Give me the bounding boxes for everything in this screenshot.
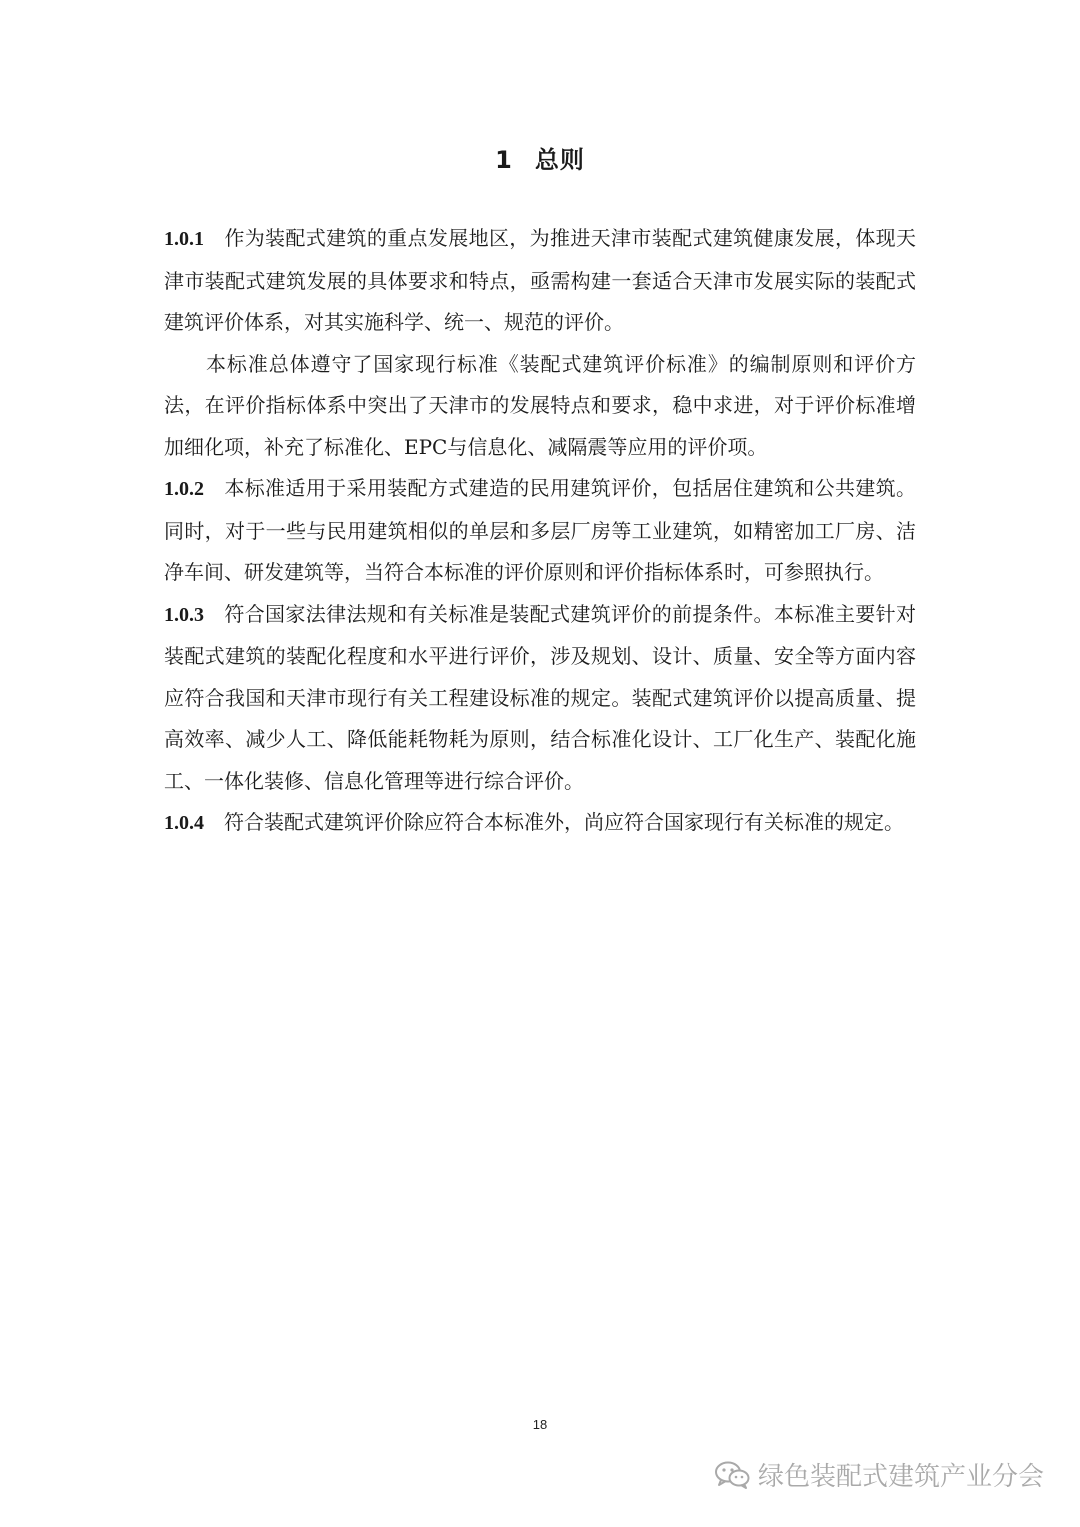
clause-1-0-4: [164, 802, 916, 845]
wechat-icon: [714, 1460, 750, 1490]
clause-text: 符合国家法律法规和有关标准是装配式建筑评价的前提条件。本标准主要针对装配式建筑的装配化程度和水平进行评价，涉及规划、设计、质量、安全等方面内容应符合我国和天津市现行有关工程建设标准的规定。装配式建筑评价以提高质量、提高效率、减少人工、降低能耗物耗为原则，结合标准化设计、工厂化生产、装配化施工、一体化装修、信息化管理等进行综合评价。: [164, 601, 916, 793]
clause-number: 1.0.4: [164, 812, 204, 834]
clause-1-0-1: [164, 218, 916, 344]
clause-1-0-1-continuation: 本标准总体遵守了国家现行标准《装配式建筑评价标准》的编制原则和评价方法，在评价指标体系中突出了天津市的发展特点和要求，稳中求进，对于评价标准增加细化项，补充了标准化、EPC与信息化、减隔震等应用的评价项。: [164, 351, 916, 459]
chapter-title-text: 总则: [534, 146, 585, 174]
watermark-text: 绿色装配式建筑产业分会: [757, 1462, 1044, 1492]
clause-1-0-3: [164, 594, 916, 803]
clause-number: 1.0.2: [164, 478, 204, 500]
clause-text: 本标准适用于采用装配方式建造的民用建筑评价，包括居住建筑和公共建筑。同时，对于一些与民用建筑相似的单层和多层厂房等工业建筑，如精密加工厂房、洁净车间、研发建筑等，当符合本标准的评价原则和评价指标体系时，可参照执行。: [164, 476, 916, 584]
clause-text: 作为装配式建筑的重点发展地区，为推进天津市装配式建筑健康发展，体现天津市装配式建筑发展的具体要求和特点，亟需构建一套适合天津市发展实际的装配式建筑评价体系，对其实施科学、统一、规范的评价。: [164, 226, 916, 334]
clause-1-0-2: [164, 468, 916, 594]
clause-number: 1.0.3: [164, 603, 204, 626]
watermark: [714, 1456, 1044, 1493]
chapter-body: [164, 218, 916, 845]
chapter-number: 1: [495, 146, 513, 174]
page-number: 18: [532, 1417, 548, 1432]
clause-text: 符合装配式建筑评价除应符合本标准外，尚应符合国家现行有关标准的规定。: [224, 810, 904, 834]
chapter-title: [0, 140, 1080, 175]
clause-number: 1.0.1: [164, 228, 204, 250]
